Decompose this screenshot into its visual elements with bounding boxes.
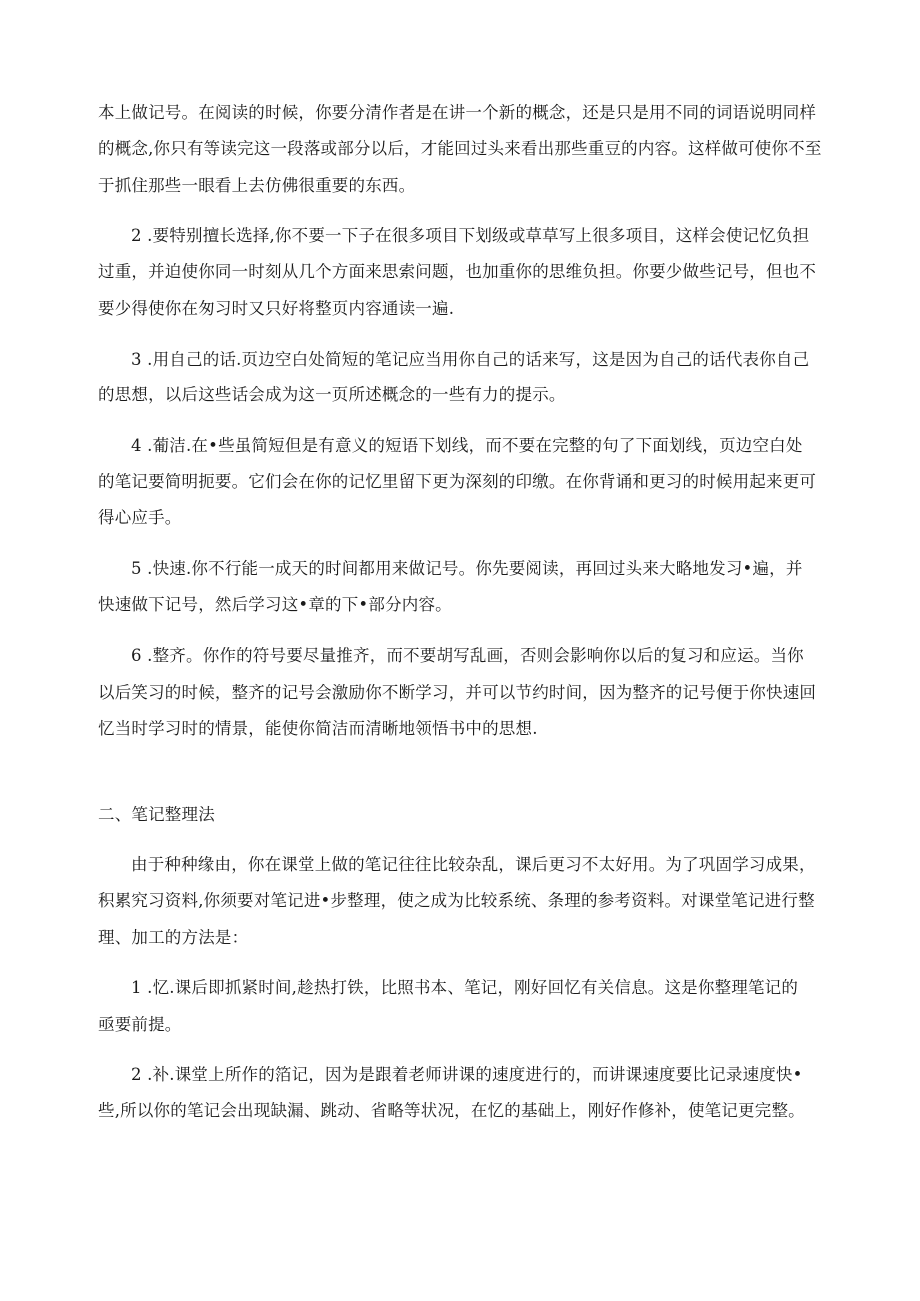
- p2-line-2: 过重，并迫使你同一时刻从几个方面来思索问题，也加重你的思维负担。你要少做些记号，但也不: [98, 262, 817, 281]
- p1-line-3: 于抓住那些一眼看上去仿佛很重要的东西。: [98, 176, 416, 195]
- section-heading: 二、笔记整理法: [98, 805, 215, 824]
- p1-line-2: 的概念,你只有等读完这一段落或部分以后，才能回过头来看出那些重豆的内容。这样做可使你不至: [98, 139, 822, 158]
- p4-line-2: 的笔记要简明扼要。它们会在你的记忆里留下更为深刻的印缴。在你背诵和更习的时候用起来更可: [98, 472, 817, 491]
- p5-line-2: 快速做下记号，然后学习这•章的下•部分内容。: [98, 595, 452, 614]
- p10-line-1: 2 .补.课堂上所作的箔记，因为是跟着老师讲课的速度进行的，而讲课速度要比记录速度快•: [131, 1065, 803, 1084]
- p3-line-1: 3 .用自己的话.页边空白处简短的笔记应当用你自己的话来写，这是因为自己的话代表你自己: [131, 350, 810, 369]
- p2-line-3: 要少得使你在匆习时又只好将整页内容通读一遍.: [98, 299, 455, 318]
- p3-line-2: 的思想，以后这些话会成为这一页所述概念的一些有力的提示。: [98, 385, 566, 404]
- p10-line-2: 些,所以你的笔记会出现缺漏、跳动、省略等状况，在忆的基础上，刚好作修补，使笔记更完整。: [98, 1101, 805, 1120]
- p9-line-1: 1 .忆.课后即抓紧时间,趁热打铁，比照书本、笔记，刚好回忆有关信息。这是你整理笔记的: [131, 978, 799, 997]
- p8-line-2: 积累究习资料,你须要对笔记进•步整理，使之成为比较系统、条理的参考资料。对课堂笔记进行整: [98, 891, 815, 910]
- p8-line-3: 理、加工的方法是：: [98, 928, 249, 947]
- p5-line-1: 5 .快速.你不行能一成天的时间都用来做记号。你先要阅读，再回过头来大略地发习•遍，并: [131, 559, 803, 578]
- p6-line-1: 6 .整齐。你作的符号要尽量推齐，而不要胡写乱画，否则会影响你以后的复习和应运。当你: [131, 646, 804, 665]
- p6-line-3: 忆当时学习时的情景，能使你简洁而清晰地领悟书中的思想.: [98, 719, 538, 738]
- p6-line-2: 以后笑习的时候，整齐的记号会激励你不断学习，并可以节约时间，因为整齐的记号便于你快速回: [98, 683, 817, 702]
- p8-line-1: 由于种种缘由，你在课堂上做的笔记往往比较杂乱，课后更习不太好用。为了巩固学习成果，: [131, 855, 816, 874]
- p4-line-3: 得心应手。: [98, 508, 182, 527]
- p1-line-1: 本上做记号。在阅读的时候，你要分清作者是在讲一个新的概念，还是只是用不同的词语说明同样: [98, 103, 817, 122]
- p4-line-1: 4 .葡洁.在•些虽简短但是有意义的短语下划线，而不要在完整的句了下面划线，页边空白处: [131, 436, 803, 455]
- p9-line-2: 亟要前提。: [98, 1015, 182, 1034]
- p2-line-1: 2 .要特别擅长选择,你不要一下子在很多项目下划级或草草写上很多项目，这样会使记忆负担: [131, 226, 810, 245]
